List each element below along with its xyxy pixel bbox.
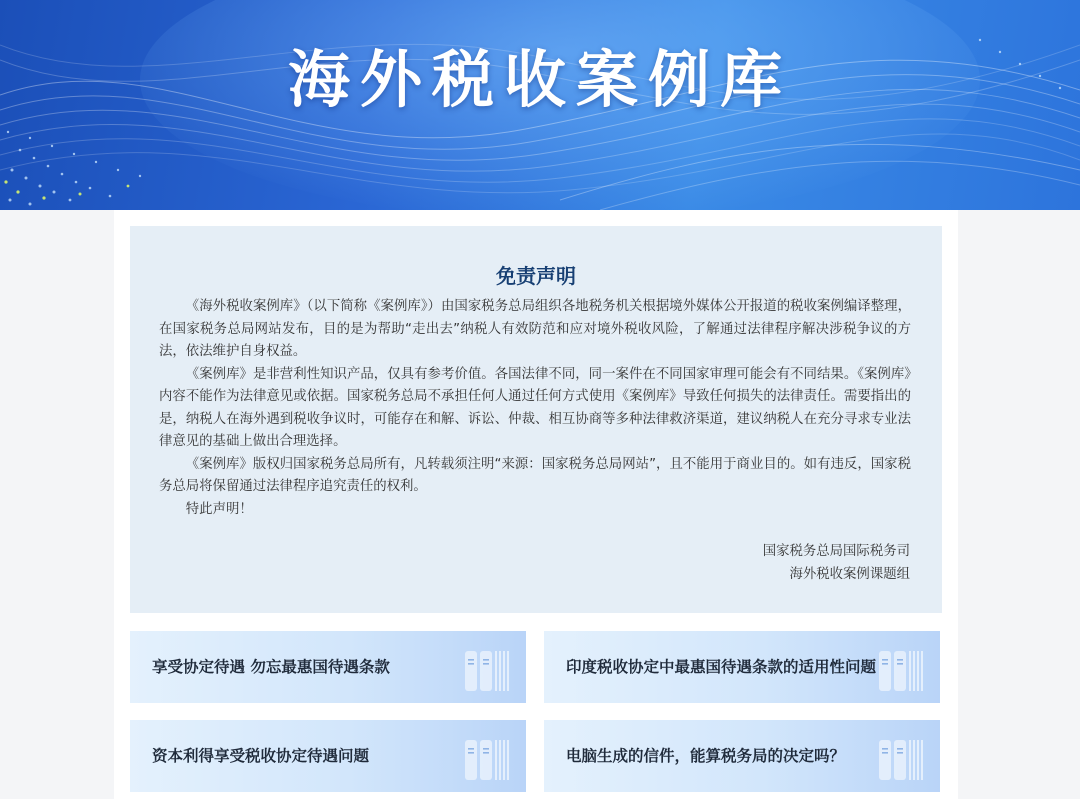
disclaimer-paragraph: 《案例库》是非营利性知识产品，仅具有参考价值。各国法律不同，同一案件在不同国家审理可能会有不同结果。《案例库》内容不能作为法律意见或依据。国家税务总局不承担任何人通过任何方式使用《案例库》导致任何损失的法律责任。需要指出的是，纳税人在海外遇到税收争议时，可能存在和解、诉讼、仲裁、相互协商等多种法律救济渠道，建议纳税人在充分寻求专业法律意见的基础上做出合理选择。 — [159, 366, 911, 449]
case-card[interactable] — [544, 631, 940, 703]
case-card-title: 电脑生成的信件，能算税务局的决定吗？ — [566, 747, 846, 765]
book-icon — [462, 647, 510, 693]
book-icon — [876, 647, 924, 693]
case-card-title: 享受协定待遇 勿忘最惠国待遇条款 — [152, 658, 390, 676]
disclaimer-body — [159, 296, 911, 521]
header-banner — [0, 0, 1080, 210]
signature-group: 海外税收案例课题组 — [789, 566, 910, 582]
disclaimer-paragraph: 特此声明！ — [185, 501, 253, 517]
banner-title: 海外税收案例库 — [287, 43, 792, 116]
disclaimer-paragraph: 《海外税收案例库》（以下简称《案例库》）由国家税务总局组织各地税务机关根据境外媒体公开报道的税收案例编译整理，在国家税务总局网站发布，目的是为帮助“走出去”纳税人有效防范和应对境外税收风险，了解通过法律程序解决涉税争议的方法，依法维护自身权益。 — [159, 299, 911, 359]
disclaimer-title: 免责声明 — [496, 264, 576, 288]
case-card[interactable] — [544, 720, 940, 792]
disclaimer-paragraph: 《案例库》版权归国家税务总局所有，凡转载须注明“来源：国家税务总局网站”，且不能用于商业目的。如有违反，国家税务总局将保留通过法律程序追究责任的权利。 — [159, 456, 911, 494]
book-icon — [462, 736, 510, 782]
case-card[interactable] — [130, 720, 526, 792]
case-card[interactable] — [130, 631, 526, 703]
main-content — [114, 210, 958, 799]
disclaimer-panel — [130, 226, 942, 613]
signature-department: 国家税务总局国际税务司 — [762, 544, 910, 559]
case-card-title: 资本利得享受税收协定待遇问题 — [152, 747, 370, 765]
case-card-title: 印度税收协定中最惠国待遇条款的适用性问题 — [566, 658, 877, 676]
disclaimer-signature — [763, 541, 910, 586]
book-icon — [876, 736, 924, 782]
